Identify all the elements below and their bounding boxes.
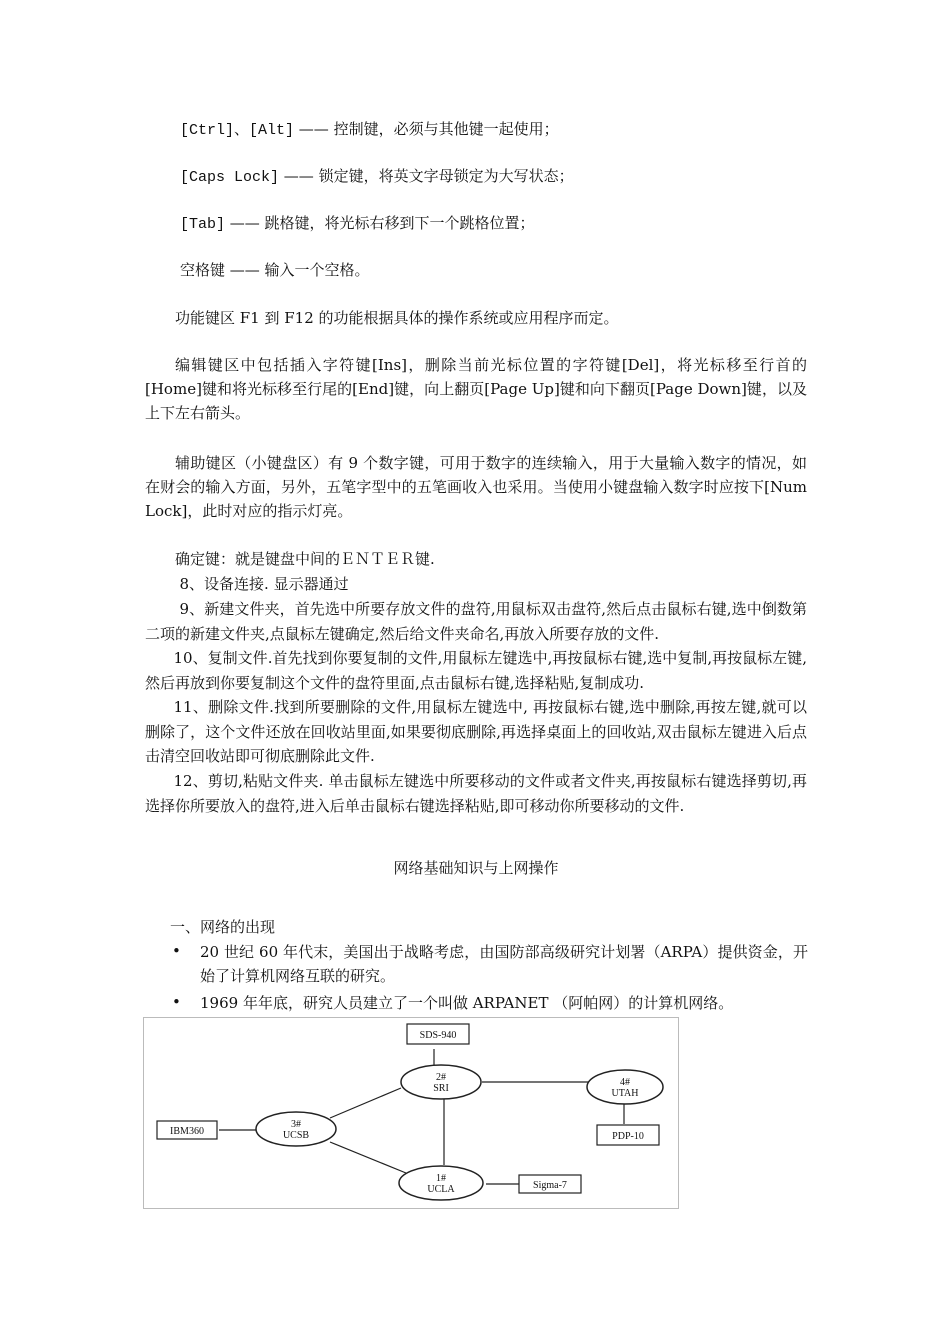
paragraph-enter-key: 确定键：就是键盘中间的ＥＮＴＥＲ键.: [175, 550, 435, 568]
key-description: —— 输入一个空格。: [225, 261, 370, 279]
paragraph-item-8: 8、设备连接. 显示器通过: [179, 575, 349, 593]
node-ucla-number: 1#: [436, 1173, 446, 1184]
key-line-space: [180, 258, 842, 282]
key-line-tab: [180, 211, 842, 237]
paragraph-item-9: 9、新建文件夹，首先选中所要存放文件的盘符,用鼠标双击盘符,然后点击鼠标右键,选中倒数第二项的新建文件夹,点鼠标左键确定,然后给文件夹命名,再放入所要存放的文件.: [145, 600, 807, 643]
node-utah-number: 4#: [620, 1077, 630, 1088]
host-label-sigma7: Sigma-7: [533, 1180, 567, 1191]
host-label-sds940: SDS-940: [419, 1030, 457, 1041]
paragraph-numpad: 辅助键区（小键盘区）有 9 个数字键，可用于数字的连续输入，用于大量输入数字的情况，如在财会的输入方面，另外，五笔字型中的五笔画收入也采用。当使用小键盘输入数字时应按下[Num Lock]，此时对应的指示灯亮。: [145, 454, 807, 520]
key-description: —— 控制键，必须与其他键一起使用；: [294, 120, 559, 138]
key-line-caps-lock: [180, 164, 842, 190]
node-ucsb-number: 3#: [291, 1119, 301, 1130]
paragraph-item-12: 12、剪切,粘贴文件夹. 单击鼠标左键选中所要移动的文件或者文件夹,再按鼠标右键选择剪切,再选择你所要放入的盘符,进入后单击鼠标右键选择粘贴,即可移动你所要移动的文件.: [145, 772, 807, 815]
node-sri-name: SRI: [433, 1083, 449, 1094]
host-label-pdp10: PDP-10: [612, 1131, 644, 1142]
bullet-marker: •: [172, 942, 181, 960]
arpanet-diagram: [143, 1017, 679, 1209]
key-name: 空格键: [180, 261, 226, 279]
node-utah-name: UTAH: [611, 1088, 639, 1099]
host-label-ibm360: IBM360: [170, 1126, 204, 1137]
link-ucsb-ucla: [330, 1142, 406, 1173]
bullet-marker: •: [172, 993, 181, 1011]
section-title: 网络基础知识与上网操作: [393, 859, 559, 877]
paragraph-item-11: 11、删除文件.找到所要删除的文件,用鼠标左键选中, 再按鼠标右键,选中删除,再按左键,就可以删除了，这个文件还放在回收站里面,如果要彻底删除,再选择桌面上的回收站,双击鼠标左键进入后点击清空回收站即可彻底删除此文件.: [145, 698, 807, 765]
bullet-item-arpanet: 1969 年年底，研究人员建立了一个叫做 ARPANET （阿帕网）的计算机网络。: [200, 994, 734, 1012]
link-sri-ucsb: [330, 1088, 401, 1118]
key-line-ctrl-alt: [180, 117, 842, 143]
key-description: —— 锁定键，将英文字母锁定为大写状态；: [279, 167, 574, 185]
paragraph-item-10: 10、复制文件.首先找到你要复制的文件,用鼠标左键选中,再按鼠标右键,选中复制,再按鼠标左键,然后再放到你要复制这个文件的盘符里面,点击鼠标右键,选择粘贴,复制成功.: [145, 649, 807, 692]
subsection-heading: 一、网络的出现: [170, 918, 276, 936]
node-sri-number: 2#: [436, 1072, 446, 1083]
key-description: —— 跳格键，将光标右移到下一个跳格位置；: [225, 214, 535, 232]
node-ucsb-name: UCSB: [282, 1130, 310, 1141]
arpanet-diagram-svg: [144, 1018, 678, 1208]
key-name: [Ctrl]、[Alt]: [180, 122, 295, 139]
key-name: [Caps Lock]: [180, 169, 280, 186]
paragraph-edit-keys: 编辑键区中包括插入字符键[Ins]，删除当前光标位置的字符键[Del]，将光标移至行首的[Home]键和将光标移至行尾的[End]键，向上翻页[Page Up]键和向下翻页[Page Down]键，以及上下左右箭头。: [145, 356, 807, 422]
bullet-item-arpa: 20 世纪 60 年代末，美国出于战略考虑，由国防部高级研究计划署（ARPA）提供资金，开始了计算机网络互联的研究。: [200, 943, 808, 985]
node-ucla-name: UCLA: [427, 1184, 455, 1195]
key-name: [Tab]: [180, 216, 226, 233]
paragraph-function-keys: 功能键区 F1 到 F12 的功能根据具体的操作系统或应用程序而定。: [175, 309, 619, 327]
